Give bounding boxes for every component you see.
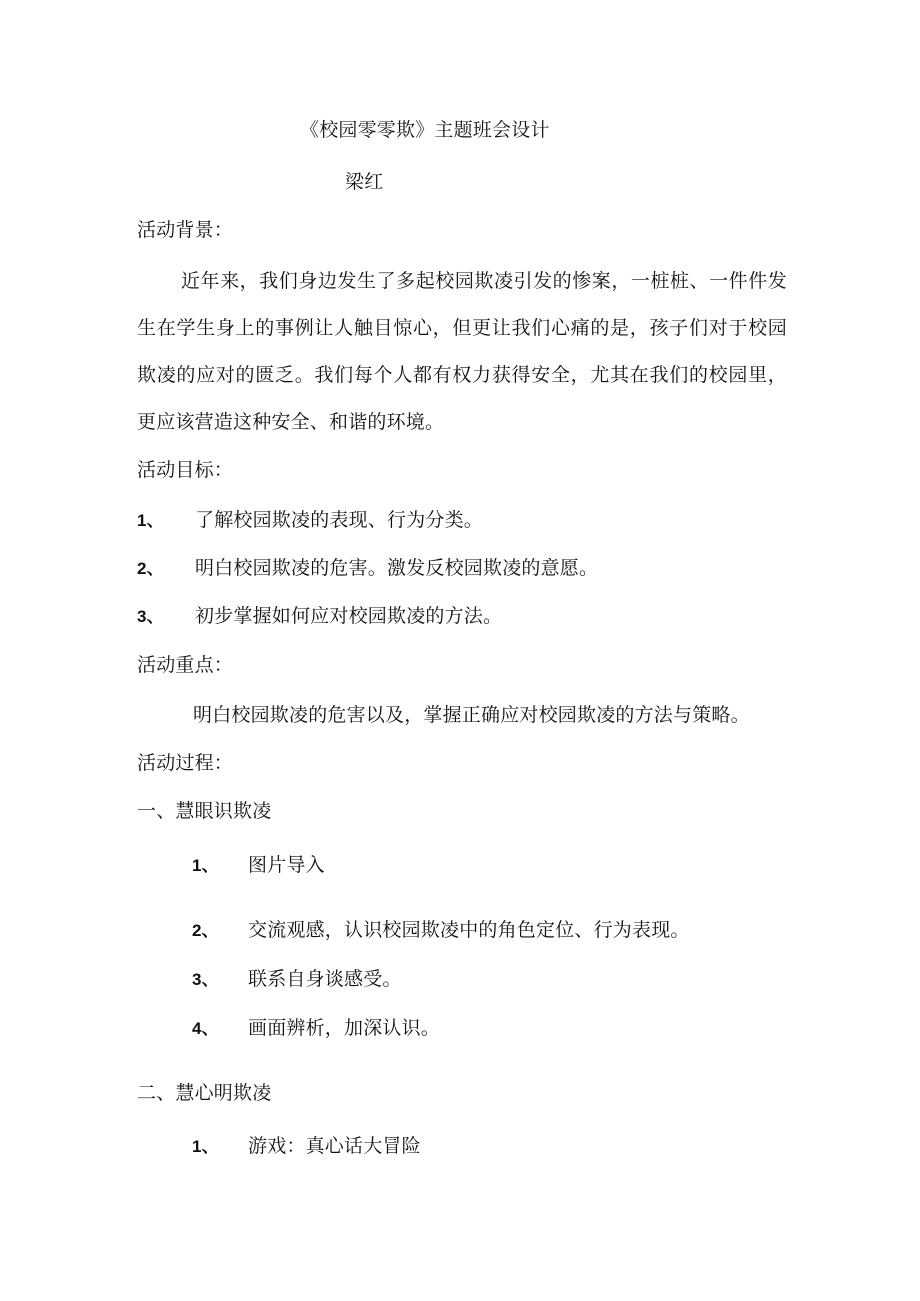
step-number: 3、 xyxy=(192,970,219,989)
step-item xyxy=(192,853,325,878)
step-item xyxy=(192,1134,421,1159)
focus-text: 明白校园欺凌的危害以及，掌握正确应对校园欺凌的方法与策略。 xyxy=(193,704,750,726)
step-number: 1、 xyxy=(192,856,219,875)
author-name: 梁红 xyxy=(345,171,384,193)
step-text: 游戏：真心话大冒险 xyxy=(248,1135,421,1157)
step-number: 1、 xyxy=(192,1137,219,1156)
step-text: 图片导入 xyxy=(248,854,325,876)
step-item xyxy=(192,918,690,943)
step-text: 画面辨析，加深认识。 xyxy=(248,1017,441,1039)
step-text: 交流观感，认识校园欺凌中的角色定位、行为表现。 xyxy=(248,919,690,941)
step-item xyxy=(192,967,402,992)
process-heading: 活动过程： xyxy=(137,752,234,774)
section-title: 一、慧眼识欺凌 xyxy=(137,800,272,822)
focus-heading: 活动重点： xyxy=(137,654,234,676)
goal-number: 1、 xyxy=(137,511,164,530)
goal-item xyxy=(137,508,483,533)
goal-item xyxy=(137,556,598,581)
goal-number: 2、 xyxy=(137,559,164,578)
goal-text: 了解校园欺凌的表现、行为分类。 xyxy=(195,509,484,531)
background-paragraph: 近年来，我们身边发生了多起校园欺凌引发的惨案，一桩桩、一件件发生在学生身上的事例让人触目惊心，但更让我们心痛的是，孩子们对于校园欺凌的应对的匮乏。我们每个人都有权力获得安全，尤其在我们的校园里，更应该营造这种安全、和谐的环境。 xyxy=(137,270,787,433)
step-number: 2、 xyxy=(192,921,219,940)
goals-heading: 活动目标： xyxy=(137,459,234,481)
goal-item xyxy=(137,604,502,629)
goal-text: 初步掌握如何应对校园欺凌的方法。 xyxy=(195,605,503,627)
page-title: 《校园零零欺》主题班会设计 xyxy=(300,119,550,141)
background-heading: 活动背景： xyxy=(137,219,234,241)
goal-number: 3、 xyxy=(137,607,164,626)
section-title: 二、慧心明欺凌 xyxy=(137,1082,272,1104)
step-number: 4、 xyxy=(192,1019,219,1038)
step-item xyxy=(192,1016,440,1041)
step-text: 联系自身谈感受。 xyxy=(248,968,402,990)
goal-text: 明白校园欺凌的危害。激发反校园欺凌的意愿。 xyxy=(195,557,599,579)
